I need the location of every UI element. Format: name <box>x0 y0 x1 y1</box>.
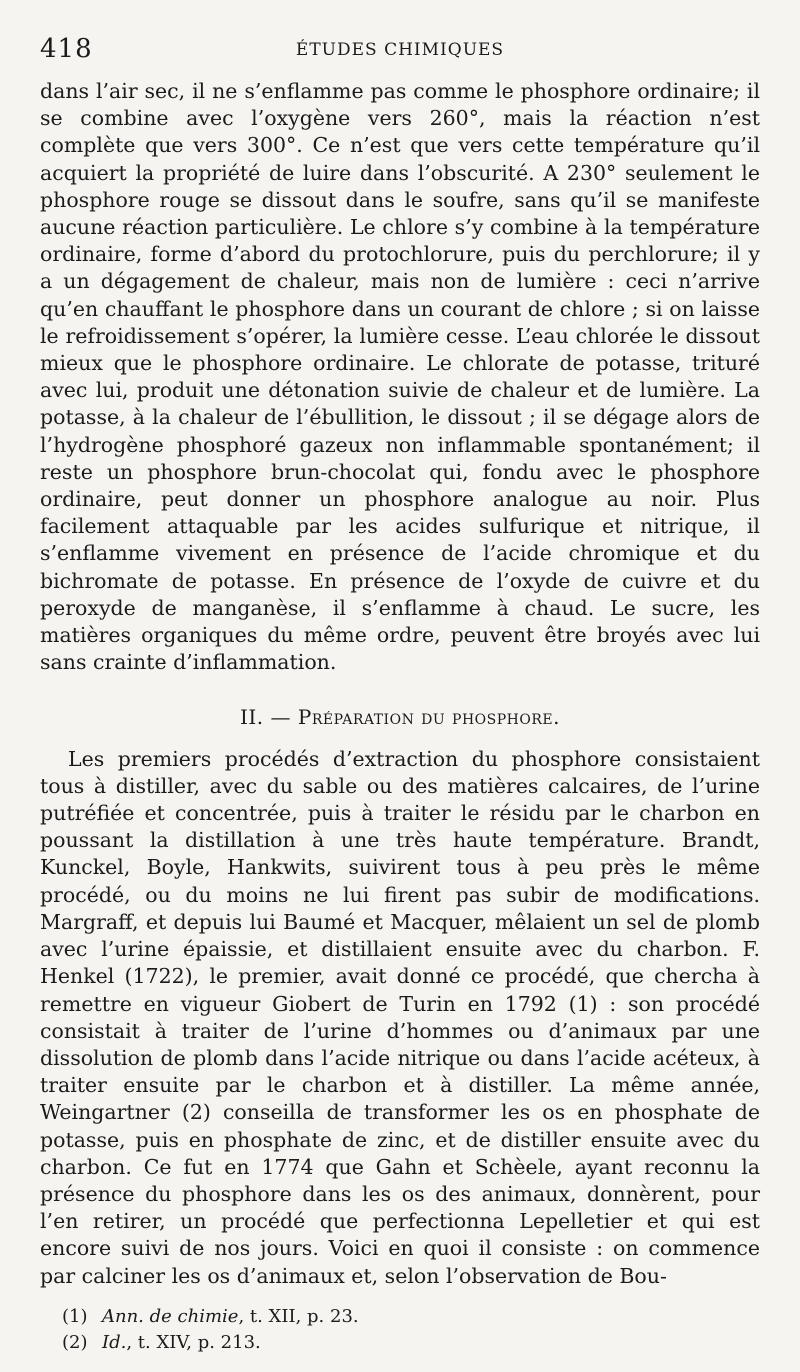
footnote-mark: (1) <box>62 1305 88 1327</box>
paragraph-preparation: Les premiers procédés d’extraction du phosphore consistaient tous à distiller, avec du sable ou des matières calcaires, de l’urine putréfiée et concentrée, puis à traiter le résidu par le charbon en poussant la distillation à une très haute température. Brandt, Kunckel, Boyle, Hankwits, suivirent tous à peu près le même procédé, ou du moins ne lui firent pas subir de modifications. Margraff, et depuis lui Baumé et Macquer, mêlaient un sel de plomb avec l’urine épaissie, et distillaient ensuite avec du charbon. F. Henkel (1722), le premier, avait donné ce procédé, que chercha à remettre en vigueur Giobert de Turin en 1792 (1) : son procédé consistait à traiter de l’urine d’hommes ou d’animaux par une dissolution de plomb dans l’acide nitrique ou dans l’acide acéteux, à traiter ensuite par le charbon et à distiller. La même année, Weingartner (2) conseilla de transformer les os en phosphate de potasse, puis en phosphate de zinc, et de distiller ensuite avec du charbon. Ce fut en 1774 que Gahn et Schèele, ayant reconnu la présence du phosphore dans les os des animaux, donnèrent, pour l’en retirer, un procédé que perfectionna Lepelletier et qui est encore suivi de nos jours. Voici en quoi il consiste : on commence par calciner les os d’animaux et, selon l’observation de Bou- <box>40 746 760 1288</box>
footnote-detail: , t. XIV, p. 213. <box>126 1331 261 1353</box>
footnote-reference: Id. <box>102 1331 127 1353</box>
footnote-1 <box>40 1304 760 1330</box>
page-header <box>40 34 760 78</box>
footnote-reference: Ann. de chimie <box>102 1305 239 1327</box>
section-title: Préparation du phosphore. <box>297 705 560 730</box>
section-number: II. — <box>240 705 292 730</box>
running-title: ÉTUDES CHIMIQUES <box>295 40 505 60</box>
footnote-mark: (2) <box>62 1331 88 1353</box>
page-number: 418 <box>40 34 93 64</box>
footnotes <box>40 1304 760 1356</box>
paragraph-phosphore-rouge: dans l’air sec, il ne s’enflamme pas comme le phosphore ordinaire; il se combine avec l’oxygène vers 260°, mais la réaction n’est complète que vers 300°. Ce n’est que vers cette température qu’il acquiert la propriété de luire dans l’obscurité. A 230° seulement le phosphore rouge se dissout dans le soufre, sans qu’il se manifeste aucune réaction particulière. Le chlore s’y combine à la température ordinaire, forme d’abord du protochlorure, puis du perchlorure; il y a un dégagement de chaleur, mais non de lumière : ceci n’arrive qu’en chauffant le phosphore dans un courant de chlore ; si on laisse le refroidissement s’opérer, la lumière cesse. L’eau chlorée le dissout mieux que le phosphore ordinaire. Le chlorate de potasse, trituré avec lui, produit une détonation suivie de chaleur et de lumière. La potasse, à la chaleur de l’ébullition, le dissout ; il se dégage alors de l’hydrogène phosphoré gazeux non inflammable spontanément; il reste un phosphore brun-chocolat qui, fondu avec le phosphore ordinaire, peut donner un phosphore analogue au noir. Plus facilement attaquable par les acides sulfurique et nitrique, il s’enflamme vivement en présence de l’acide chromique et du bichromate de potasse. En présence de l’oxyde de cuivre et du peroxyde de manganèse, il s’enflamme à chaud. Le sucre, les matières organiques du même ordre, peuvent être broyés avec lui sans crainte d’inflammation. <box>40 79 760 675</box>
section-heading <box>40 704 760 731</box>
footnote-2 <box>40 1330 760 1356</box>
body-text <box>40 78 760 1290</box>
book-page <box>40 34 760 1354</box>
footnote-detail: , t. XII, p. 23. <box>238 1305 359 1327</box>
